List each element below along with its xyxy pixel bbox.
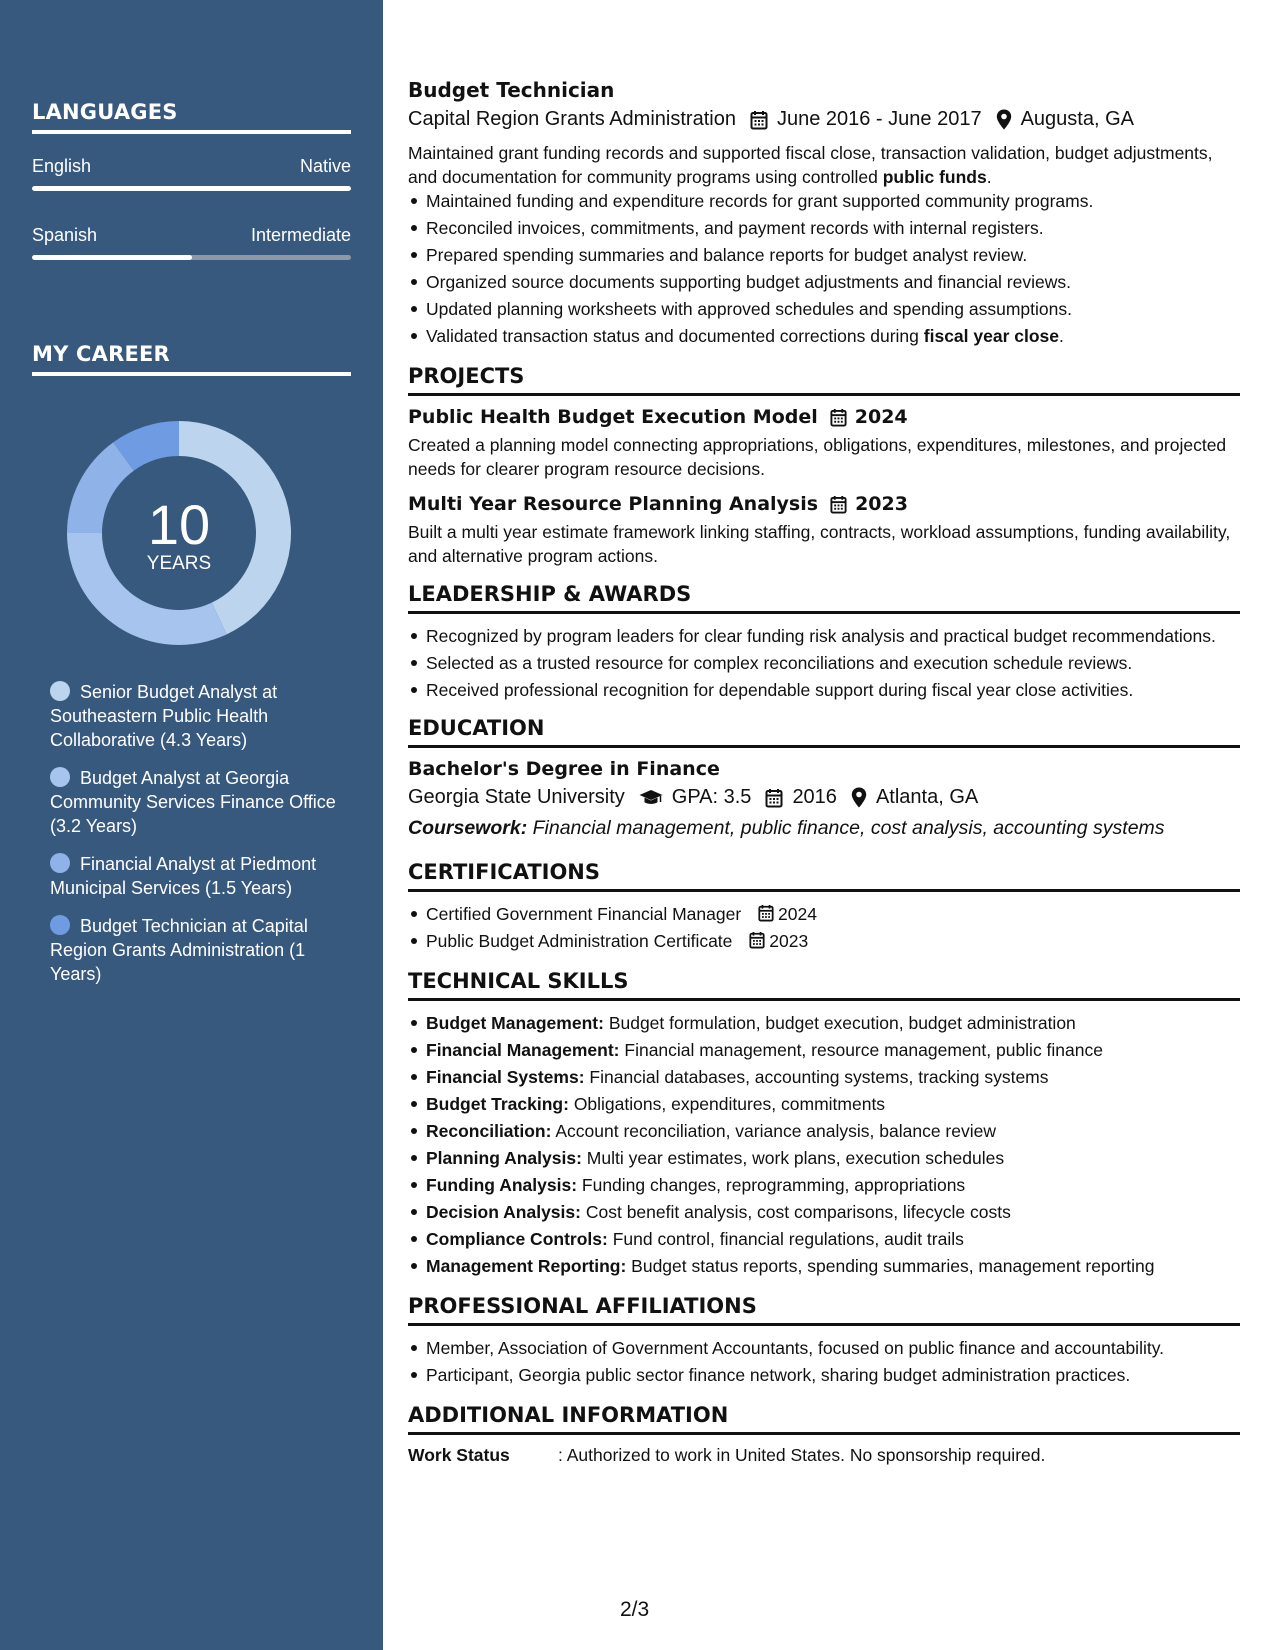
coursework-list: Financial management, public finance, cost analysis, accounting systems: [532, 817, 1165, 839]
leadership-item: Received professional recognition for dependable support during fiscal year close activities.: [408, 678, 1240, 702]
skill-item: [408, 1038, 1240, 1062]
map-pin-icon: [996, 109, 1012, 130]
skill-item: [408, 1065, 1240, 1089]
skill-name: Decision Analysis:: [426, 1202, 581, 1222]
skill-item: [408, 1227, 1240, 1251]
certification-item: [408, 929, 1240, 953]
legend-dot: [50, 767, 70, 787]
additional-value: : Authorized to work in United States. No sponsorship required.: [558, 1445, 1046, 1465]
sidebar: [0, 0, 383, 1650]
job-bullet: [408, 324, 1240, 348]
certification-name: Public Budget Administration Certificate: [426, 931, 733, 951]
leadership-heading: LEADERSHIP & AWARDS: [408, 582, 1240, 614]
page-number: 2/3: [620, 1598, 650, 1621]
skills-list: [408, 1011, 1240, 1278]
education-meta: [408, 786, 1240, 809]
job-bullet: Maintained funding and expenditure records for grant supported community programs.: [408, 189, 1240, 213]
career-legend-item: [50, 680, 340, 752]
career-legend-label: Financial Analyst at Piedmont Municipal Services (1.5 Years): [50, 854, 317, 898]
job-summary-text: Maintained grant funding records and supported fiscal close, transaction validation, budget adjustments, and documentation for community programs using controlled: [408, 143, 1213, 187]
school-name: Georgia State University: [408, 786, 625, 808]
career-heading: MY CAREER: [32, 342, 351, 376]
project-item: [408, 406, 1240, 481]
language-level: Intermediate: [250, 225, 351, 245]
leadership-item: Recognized by program leaders for clear funding risk analysis and practical budget recommendations.: [408, 624, 1240, 648]
job-bullet-end: .: [1059, 326, 1064, 346]
skill-name: Budget Tracking:: [426, 1094, 569, 1114]
certification-item: [408, 902, 1240, 926]
coursework: [408, 817, 1240, 840]
skill-value: Obligations, expenditures, commitments: [573, 1094, 886, 1114]
job-summary: [408, 141, 1240, 189]
skill-value: Budget formulation, budget execution, budget administration: [608, 1013, 1076, 1033]
skills-heading: TECHNICAL SKILLS: [408, 969, 1240, 1001]
language-name: Spanish: [32, 225, 98, 245]
job-bullet: Reconciled invoices, commitments, and payment records with internal registers.: [408, 216, 1240, 240]
job-dates: June 2016 - June 2017: [776, 108, 982, 130]
education-heading: EDUCATION: [408, 716, 1240, 748]
certifications-list: [408, 902, 1240, 953]
skill-value: Fund control, financial regulations, audit trails: [612, 1229, 964, 1249]
legend-dot: [50, 681, 70, 701]
skill-name: Reconciliation:: [426, 1121, 552, 1141]
skill-value: Budget status reports, spending summaries, management reporting: [631, 1256, 1155, 1276]
skill-value: Financial management, resource management, public finance: [624, 1040, 1103, 1060]
project-title-row: [408, 406, 1240, 428]
languages-section: [32, 100, 351, 260]
legend-dot: [50, 915, 70, 935]
career-legend-item: [50, 914, 340, 986]
calendar-icon: [765, 788, 783, 808]
project-title: Multi Year Resource Planning Analysis: [408, 493, 819, 515]
project-year: 2023: [855, 493, 908, 515]
affiliations-heading: PROFESSIONAL AFFILIATIONS: [408, 1294, 1240, 1326]
language-name: English: [32, 156, 92, 176]
skill-item: [408, 1119, 1240, 1143]
affiliation-item: Participant, Georgia public sector finance network, sharing budget administration practices.: [408, 1363, 1240, 1387]
affiliations-list: [408, 1336, 1240, 1387]
language-level: Native: [299, 156, 351, 176]
skill-value: Funding changes, reprogramming, appropriations: [581, 1175, 966, 1195]
calendar-icon: [830, 408, 847, 427]
skill-item: [408, 1146, 1240, 1170]
certification-name: Certified Government Financial Manager: [426, 904, 742, 924]
skill-item: [408, 1011, 1240, 1035]
skill-name: Compliance Controls:: [426, 1229, 608, 1249]
career-donut-chart: [66, 420, 292, 646]
job-summary-end: .: [986, 167, 992, 187]
map-pin-icon: [851, 787, 867, 808]
skill-value: Account reconciliation, variance analysis, balance review: [555, 1121, 996, 1141]
job-summary-bold: public funds: [882, 167, 987, 187]
job-bullet-text: Validated transaction status and documented corrections during: [426, 326, 924, 346]
language-proficiency-bar: [32, 255, 351, 260]
leadership-item: Selected as a trusted resource for complex reconciliations and execution schedule reviews.: [408, 651, 1240, 675]
affiliation-item: Member, Association of Government Accountants, focused on public finance and accountability.: [408, 1336, 1240, 1360]
skill-value: Cost benefit analysis, cost comparisons, lifecycle costs: [585, 1202, 1011, 1222]
skill-value: Multi year estimates, work plans, execution schedules: [586, 1148, 1005, 1168]
job-title: Budget Technician: [408, 78, 615, 102]
experience-entry: [408, 78, 1240, 348]
certification-year: 2023: [769, 931, 809, 951]
leadership-list: [408, 624, 1240, 702]
coursework-label: Coursework:: [408, 817, 528, 839]
language-proficiency-bar: [32, 186, 351, 191]
certifications-heading: CERTIFICATIONS: [408, 860, 1240, 892]
additional-row: [408, 1445, 1240, 1466]
main-content: [408, 78, 1240, 1466]
skill-value: Financial databases, accounting systems, tracking systems: [589, 1067, 1049, 1087]
job-meta: [408, 108, 1240, 131]
additional-key: Work Status: [408, 1445, 510, 1465]
career-legend-item: [50, 766, 340, 838]
gpa: GPA: 3.5: [671, 786, 752, 808]
calendar-icon: [830, 495, 847, 514]
language-proficiency-fill: [32, 255, 192, 260]
calendar-icon: [750, 110, 768, 130]
project-item: [408, 493, 1240, 568]
career-legend-label: Senior Budget Analyst at Southeastern Public Health Collaborative (4.3 Years): [50, 682, 278, 750]
career-legend-item: [50, 852, 340, 900]
graduation-cap-icon: [639, 789, 663, 807]
job-bullet-bold: fiscal year close: [923, 326, 1059, 346]
calendar-icon: [758, 904, 774, 922]
career-legend-label: Budget Technician at Capital Region Grants Administration (1 Years): [50, 916, 308, 984]
graduation-year: 2016: [792, 786, 837, 808]
project-title: Public Health Budget Execution Model: [408, 406, 818, 428]
skill-item: [408, 1200, 1240, 1224]
skill-name: Management Reporting:: [426, 1256, 627, 1276]
language-row: [32, 225, 351, 246]
school-location: Atlanta, GA: [875, 786, 979, 808]
skill-item: [408, 1092, 1240, 1116]
calendar-icon: [749, 931, 765, 949]
legend-dot: [50, 853, 70, 873]
languages-heading: LANGUAGES: [32, 100, 351, 134]
skill-name: Financial Systems:: [426, 1067, 585, 1087]
projects-heading: PROJECTS: [408, 364, 1240, 396]
project-description: Created a planning model connecting appropriations, obligations, expenditures, milestones, and projected needs for clearer program resource decisions.: [408, 435, 1227, 479]
language-proficiency-fill: [32, 186, 351, 191]
skill-name: Financial Management:: [426, 1040, 620, 1060]
job-bullets: [408, 189, 1240, 348]
skill-name: Planning Analysis:: [426, 1148, 582, 1168]
project-description: Built a multi year estimate framework linking staffing, contracts, workload assumptions, funding availability, and alternative program actions.: [408, 522, 1231, 566]
career-total-years: 10: [147, 493, 211, 556]
skill-item: [408, 1254, 1240, 1278]
language-row: [32, 156, 351, 177]
job-bullet: Prepared spending summaries and balance reports for budget analyst review.: [408, 243, 1240, 267]
job-location: Augusta, GA: [1020, 108, 1134, 130]
career-legend-label: Budget Analyst at Georgia Community Services Finance Office (3.2 Years): [50, 768, 336, 836]
additional-heading: ADDITIONAL INFORMATION: [408, 1403, 1240, 1435]
job-company: Capital Region Grants Administration: [408, 108, 736, 130]
skill-name: Funding Analysis:: [426, 1175, 578, 1195]
degree-title: Bachelor's Degree in Finance: [408, 758, 720, 780]
project-title-row: [408, 493, 1240, 515]
skill-name: Budget Management:: [426, 1013, 604, 1033]
career-legend: [50, 680, 340, 1000]
certification-year: 2024: [778, 904, 817, 924]
job-bullet: Updated planning worksheets with approved schedules and spending assumptions.: [408, 297, 1240, 321]
career-years-label: YEARS: [146, 553, 212, 574]
skill-item: [408, 1173, 1240, 1197]
project-year: 2024: [854, 406, 908, 428]
career-section: [32, 342, 351, 376]
job-bullet: Organized source documents supporting budget adjustments and financial reviews.: [408, 270, 1240, 294]
